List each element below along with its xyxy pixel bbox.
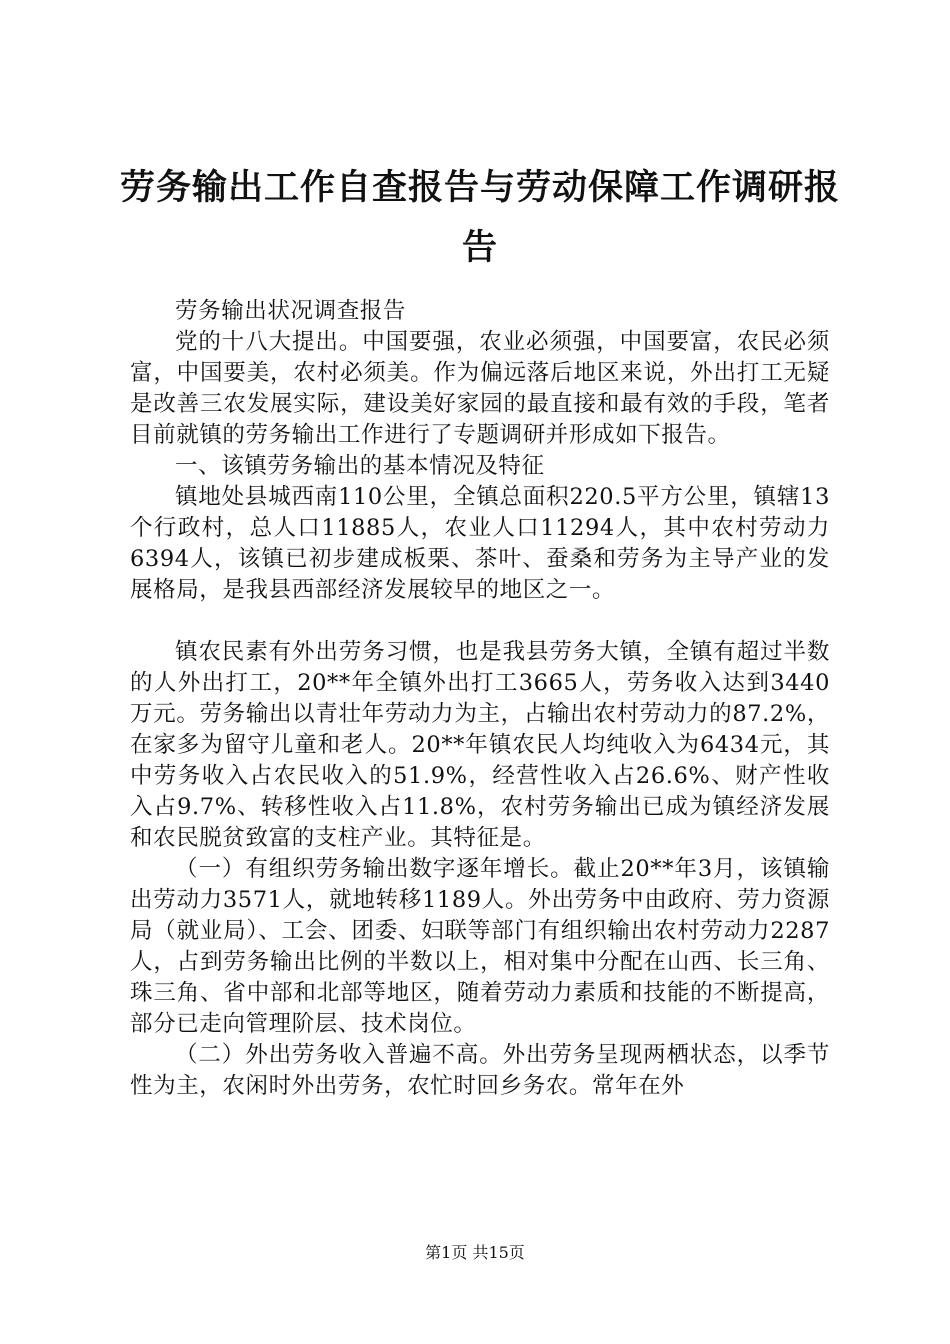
paragraph-subtitle: 劳务输出状况调查报告 xyxy=(175,298,407,324)
document-body xyxy=(130,296,830,1102)
page-footer: 第1页 共15页 xyxy=(425,1243,525,1262)
section-heading-1: 一、该镇劳务输出的基本情况及特征 xyxy=(175,453,545,479)
paragraph-town-overview: 镇地处县城西南110公里，全镇总面积220.5平方公里，镇辖13个行政村，总人口11885人，农业人口11294人，其中农村劳动力6394人，该镇已初步建成板栗、茶叶、蚕桑和劳务为主导产业的发展格局，是我县西部经济发展较早的地区之一。 xyxy=(130,484,830,603)
paragraph-feature-1: （一）有组织劳务输出数字逐年增长。截止20**年3月，该镇输出劳动力3571人，就地转移1189人。外出劳务中由政府、劳力资源局（就业局）、工会、团委、妇联等部门有组织输出农村劳动力2287人，占到劳务输出比例的半数以上，相对集中分配在山西、长三角、珠三角、省中部和北部等地区，随着劳动力素质和技能的不断提高，部分已走向管理阶层、技术岗位。 xyxy=(130,856,830,1037)
document-title-line-2: 告 xyxy=(461,227,498,268)
paragraph-labor-habits: 镇农民素有外出劳务习惯，也是我县劳务大镇，全镇有超过半数的人外出打工，20**年全镇外出打工3665人，劳务收入达到3440万元。劳务输出以青壮年劳动力为主，占输出农村劳动力的87.2%，在家多为留守儿童和老人。20**年镇农民人均纯收入为6434元，其中劳务收入占农民收入的51.9%，经营性收入占26.6%、财产性收入占9.7%、转移性收入占11.8%，农村劳务输出已成为镇经济发展和农民脱贫致富的支柱产业。其特征是。 xyxy=(130,639,830,851)
paragraph-intro: 党的十八大提出。中国要强，农业必须强，中国要富，农民必须富，中国要美，农村必须美。作为偏远落后地区来说，外出打工无疑是改善三农发展实际，建设美好家园的最直接和最有效的手段，笔者目前就镇的劳务输出工作进行了专题调研并形成如下报告。 xyxy=(130,329,830,448)
paragraph-feature-2: （二）外出劳务收入普遍不高。外出劳务呈现两栖状态，以季节性为主，农闲时外出劳务，农忙时回乡务农。常年在外 xyxy=(130,1042,830,1099)
document-title-line-1: 劳务输出工作自查报告与劳动保障工作调研报 xyxy=(119,167,840,208)
